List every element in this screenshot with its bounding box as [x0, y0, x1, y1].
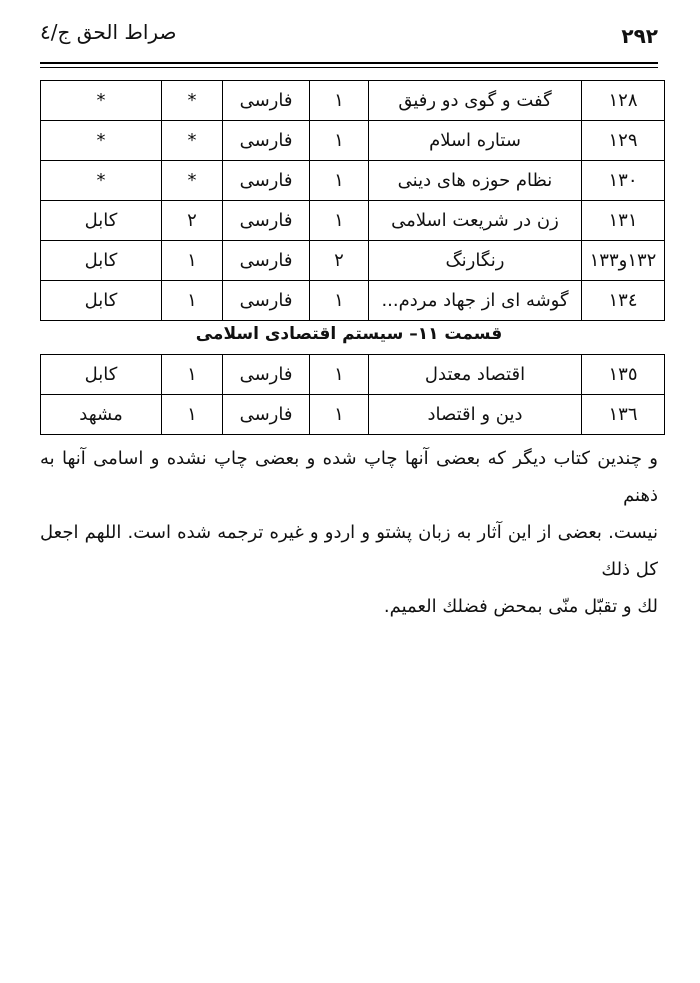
city-cell: * — [41, 121, 162, 161]
closing-paragraph — [40, 440, 658, 625]
page-header — [40, 14, 658, 58]
table-row — [41, 281, 665, 321]
table-row — [41, 241, 665, 281]
language-cell: فارسی — [223, 281, 310, 321]
row-number-cell: ۱۳٦ — [582, 395, 665, 435]
city-cell: کابل — [41, 281, 162, 321]
table-row — [41, 121, 665, 161]
language-cell: فارسی — [223, 161, 310, 201]
volumes-cell: ۱ — [310, 281, 369, 321]
table-row — [41, 355, 665, 395]
book-title-cell: زن در شریعت اسلامی — [369, 201, 582, 241]
books-table — [40, 80, 665, 321]
row-number-cell: ۱۳٤ — [582, 281, 665, 321]
paragraph-line-3: لك و تقبّل منّی بمحض فضلك العمیم. — [383, 596, 658, 617]
book-title-cell: اقتصاد معتدل — [369, 355, 582, 395]
volumes-cell: ۱ — [310, 395, 369, 435]
city-cell: کابل — [41, 355, 162, 395]
language-cell: فارسی — [223, 355, 310, 395]
city-cell: کابل — [41, 201, 162, 241]
edition-cell: ۱ — [162, 281, 223, 321]
volumes-cell: ۱ — [310, 81, 369, 121]
city-cell: کابل — [41, 241, 162, 281]
language-cell: فارسی — [223, 241, 310, 281]
volumes-cell: ۱ — [310, 355, 369, 395]
row-number-cell: ۱۲۸ — [582, 81, 665, 121]
header-rule-thick — [40, 62, 658, 64]
book-title-cell: گوشه ای از جهاد مردم... — [369, 281, 582, 321]
edition-cell: * — [162, 81, 223, 121]
edition-cell: * — [162, 161, 223, 201]
edition-cell: ۱ — [162, 395, 223, 435]
row-number-cell: ۱۳٥ — [582, 355, 665, 395]
language-cell: فارسی — [223, 395, 310, 435]
edition-cell: ۱ — [162, 241, 223, 281]
table-row — [41, 161, 665, 201]
volumes-cell: ۱ — [310, 201, 369, 241]
section-heading: قسمت ١١– سيستم اقتصادی اسلامی — [195, 324, 503, 344]
book-title-cell: گفت و گوی دو رفیق — [369, 81, 582, 121]
running-title: صراط الحق ج/٤ — [40, 20, 177, 44]
row-number-cell: ۱۲۹ — [582, 121, 665, 161]
edition-cell: ۱ — [162, 355, 223, 395]
page-number: ۲۹۲ — [621, 24, 658, 48]
edition-cell: ۲ — [162, 201, 223, 241]
book-title-cell: نظام حوزه های دینی — [369, 161, 582, 201]
paragraph-line-1: و چندین کتاب دیگر که بعضی آنها چاپ شده و بعضی چاپ نشده و اسامی آنها به ذهنم — [40, 448, 658, 506]
table-row — [41, 81, 665, 121]
edition-cell: * — [162, 121, 223, 161]
volumes-cell: ۱ — [310, 121, 369, 161]
row-number-cell: ۱۳۰ — [582, 161, 665, 201]
economics-books-table — [40, 354, 665, 435]
language-cell: فارسی — [223, 121, 310, 161]
volumes-cell: ۲ — [310, 241, 369, 281]
table-row — [41, 201, 665, 241]
book-title-cell: ستاره اسلام — [369, 121, 582, 161]
header-rule-thin — [40, 67, 658, 68]
language-cell: فارسی — [223, 201, 310, 241]
paragraph-line-2: نیست. بعضی از این آثار به زبان پشتو و اردو و غیره ترجمه شده است. اللهم اجعل کل ذلك — [40, 522, 658, 580]
city-cell: * — [41, 161, 162, 201]
language-cell: فارسی — [223, 81, 310, 121]
row-number-cell: ۱۳۱ — [582, 201, 665, 241]
book-title-cell: رنگارنگ — [369, 241, 582, 281]
row-number-cell: ۱۳۲و۱۳۳ — [582, 241, 665, 281]
book-title-cell: دین و اقتصاد — [369, 395, 582, 435]
city-cell: مشهد — [41, 395, 162, 435]
city-cell: * — [41, 81, 162, 121]
table-row — [41, 395, 665, 435]
volumes-cell: ۱ — [310, 161, 369, 201]
